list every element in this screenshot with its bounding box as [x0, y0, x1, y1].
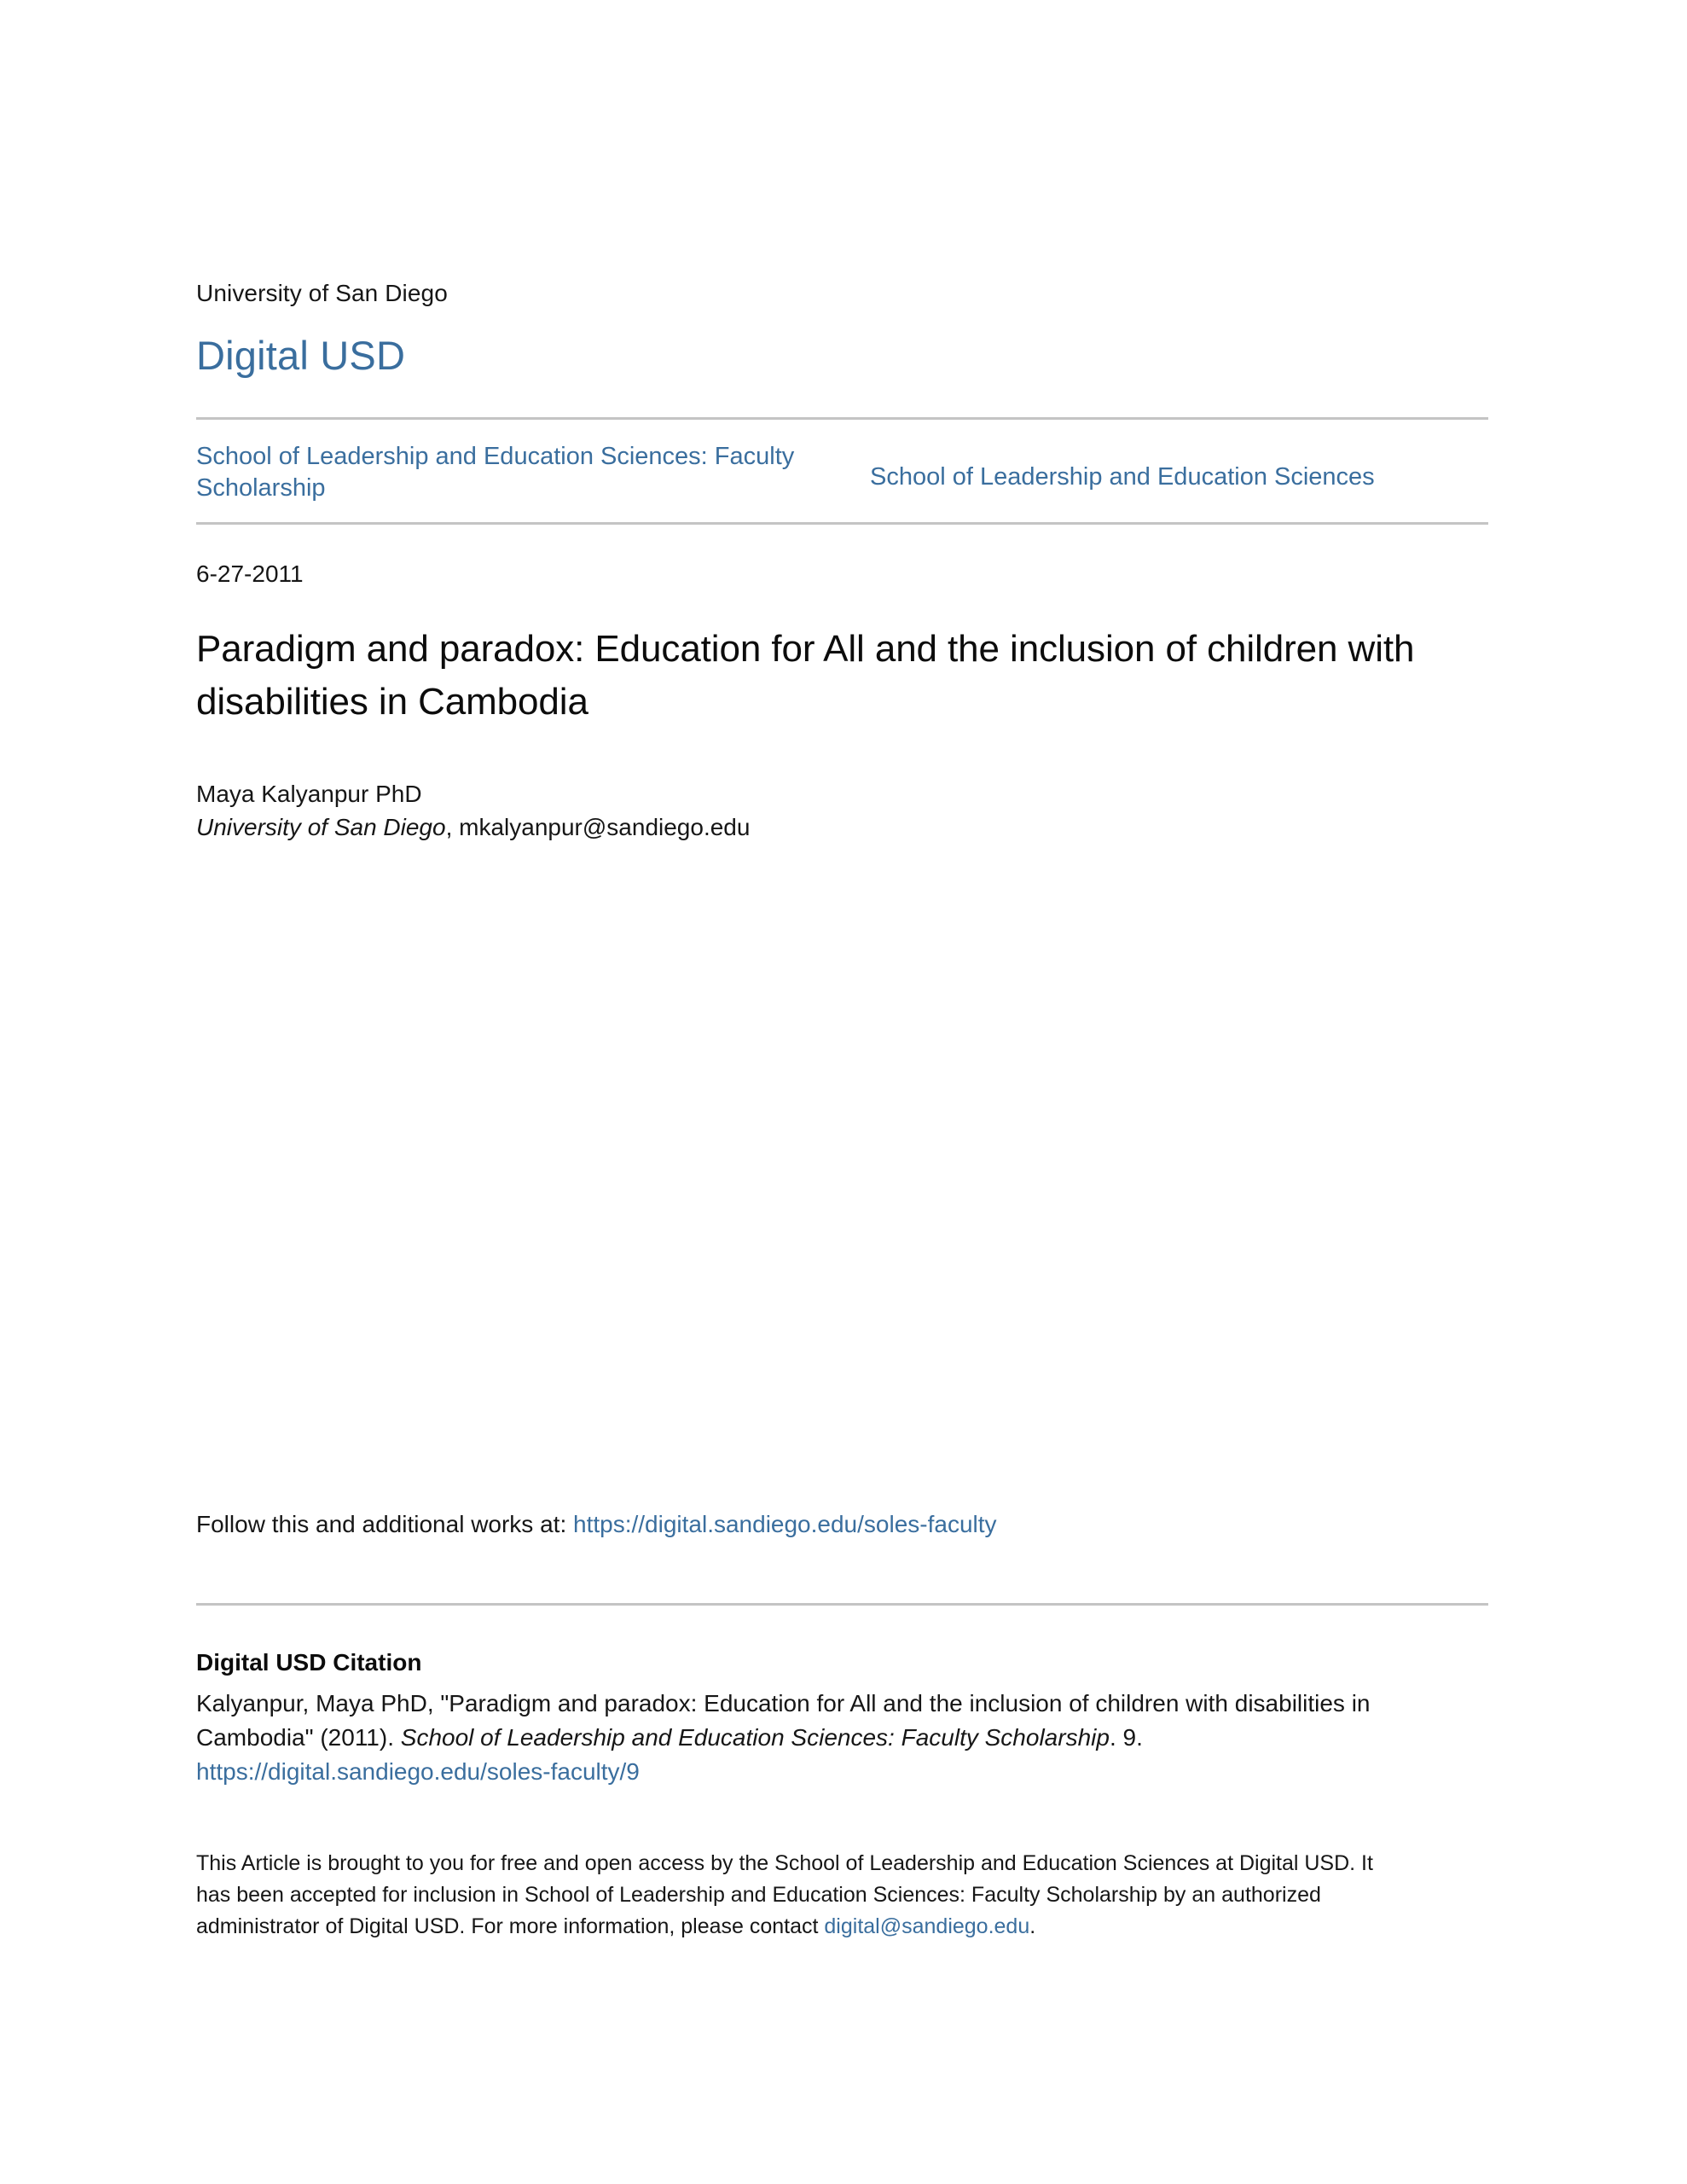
citation-part-two: . 9. — [1109, 1724, 1143, 1751]
citation-permalink[interactable]: https://digital.sandiego.edu/soles-faculty/9 — [196, 1758, 640, 1786]
author-separator: , — [445, 813, 460, 840]
series-department-label[interactable]: School of Leadership and Education Sciences — [870, 463, 1375, 491]
divider-below-series — [196, 522, 1488, 525]
divider-above-citation — [196, 1603, 1488, 1606]
follow-works-prefix: Follow this and additional works at: — [196, 1511, 573, 1537]
follow-works-link[interactable]: https://digital.sandiego.edu/soles-faculty — [573, 1511, 997, 1537]
series-header-row — [196, 441, 1488, 518]
author-block — [196, 778, 1305, 844]
repository-brand-title: Digital USD — [196, 333, 406, 378]
citation-heading: Digital USD Citation — [196, 1649, 422, 1676]
disclaimer-block — [196, 1848, 1390, 1943]
citation-text — [196, 1687, 1433, 1789]
series-collection-label[interactable]: School of Leadership and Education Sciences: Faculty Scholarship — [196, 443, 795, 502]
publication-date: 6-27-2011 — [196, 561, 304, 587]
author-affiliation — [196, 811, 1305, 845]
disclaimer-suffix: . — [1029, 1914, 1036, 1938]
citation-block — [196, 1645, 1433, 1789]
citation-series-title: School of Leadership and Education Sciences: Faculty Scholarship — [400, 1724, 1110, 1751]
author-name: Maya Kalyanpur PhD — [196, 781, 422, 807]
page-title: Paradigm and paradox: Education for All and the inclusion of children with disabilities in Cambodia — [196, 628, 1415, 723]
repository-university-name: University of San Diego — [196, 280, 448, 306]
follow-works-line — [196, 1508, 997, 1541]
citation-part-one: Kalyanpur, Maya PhD, "Paradigm and paradox: Education for All and the inclusion of children with disabilities in Cambodia" (2011). — [196, 1690, 1371, 1751]
author-email: mkalyanpur@sandiego.edu — [459, 813, 751, 840]
divider-top — [196, 417, 1488, 420]
disclaimer-text: This Article is brought to you for free and open access by the School of Leadership and Education Sciences at Digital USD. It has been accepted for inclusion in School of Leadership and Education Sciences: Faculty Scholarship by an authorized administrator of Digital USD. For more information, please contact — [196, 1851, 1373, 1938]
author-institution: University of San Diego — [196, 813, 446, 840]
contact-email-link[interactable]: digital@sandiego.edu — [824, 1914, 1030, 1938]
